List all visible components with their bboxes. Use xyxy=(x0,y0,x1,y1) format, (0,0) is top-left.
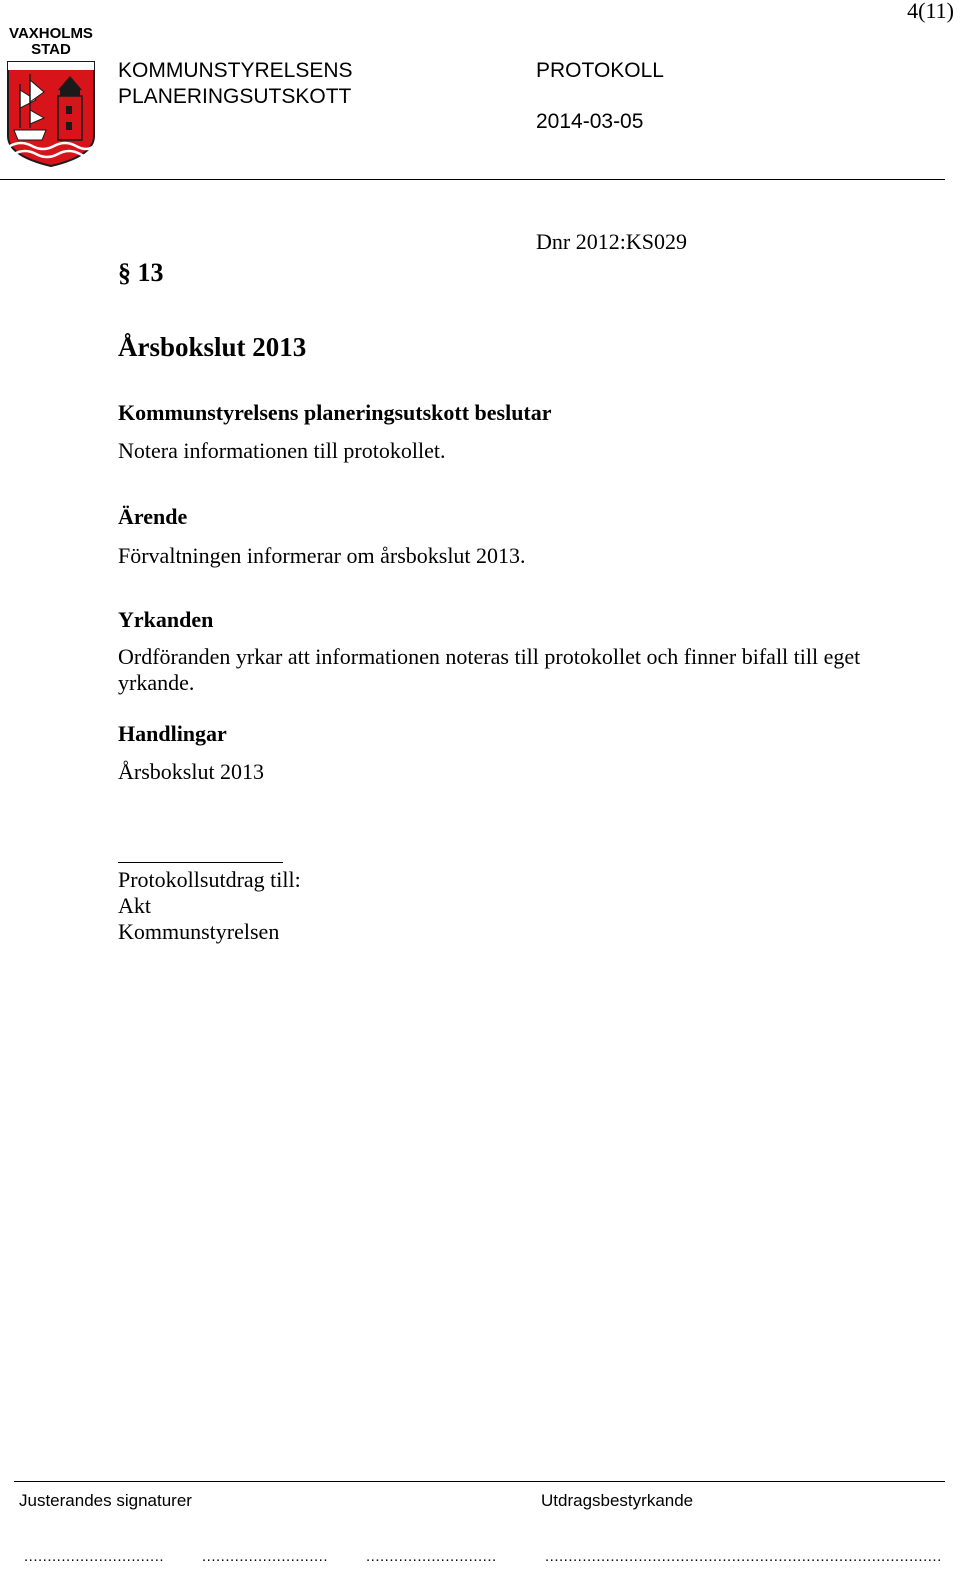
footer-divider xyxy=(14,1481,945,1482)
certification-line: ..................................................................................... xyxy=(545,1548,942,1565)
decision-text: Notera informationen till protokollet. xyxy=(118,438,446,463)
page-title: Årsbokslut 2013 xyxy=(118,332,307,362)
signature-line: ............................ xyxy=(366,1548,497,1565)
page-number: 4(11) xyxy=(907,0,954,23)
handlingar-heading: Handlingar xyxy=(118,721,227,746)
document-type: PROTOKOLL xyxy=(536,59,664,82)
paragraph-number: § 13 xyxy=(118,258,164,287)
arende-text: Förvaltningen informerar om årsbokslut 2013. xyxy=(118,543,526,568)
certification-label: Utdragsbestyrkande xyxy=(541,1491,694,1510)
handlingar-text: Årsbokslut 2013 xyxy=(118,759,265,784)
signatures-label: Justerandes signaturer xyxy=(19,1491,192,1510)
distribution-divider xyxy=(118,862,283,863)
signature-line: .............................. xyxy=(24,1548,165,1565)
logo-text xyxy=(6,26,96,58)
logo-text-line1: VAXHOLMS xyxy=(9,25,93,42)
case-number: Dnr 2012:KS029 xyxy=(536,229,687,254)
distribution-list xyxy=(118,867,301,945)
yrkanden-heading: Yrkanden xyxy=(118,607,214,632)
distribution-label: Protokollsutdrag till: xyxy=(118,867,301,892)
logo-text-line2: STAD xyxy=(31,41,71,58)
committee-name-line2: PLANERINGSUTSKOTT xyxy=(118,85,352,108)
recipient-item: Akt xyxy=(118,893,151,918)
arende-heading: Ärende xyxy=(118,504,188,529)
committee-name xyxy=(118,58,353,110)
meeting-date: 2014-03-05 xyxy=(536,110,644,133)
recipient-item: Kommunstyrelsen xyxy=(118,919,280,944)
decision-heading: Kommunstyrelsens planeringsutskott beslutar xyxy=(118,400,552,425)
signature-line: ........................... xyxy=(202,1548,329,1565)
committee-name-line1: KOMMUNSTYRELSENS xyxy=(118,59,353,82)
header-divider xyxy=(0,179,945,180)
coat-of-arms-logo xyxy=(6,60,96,168)
yrkanden-text: Ordföranden yrkar att informationen noteras till protokollet och finner bifall till eget yrkande. xyxy=(118,644,861,695)
